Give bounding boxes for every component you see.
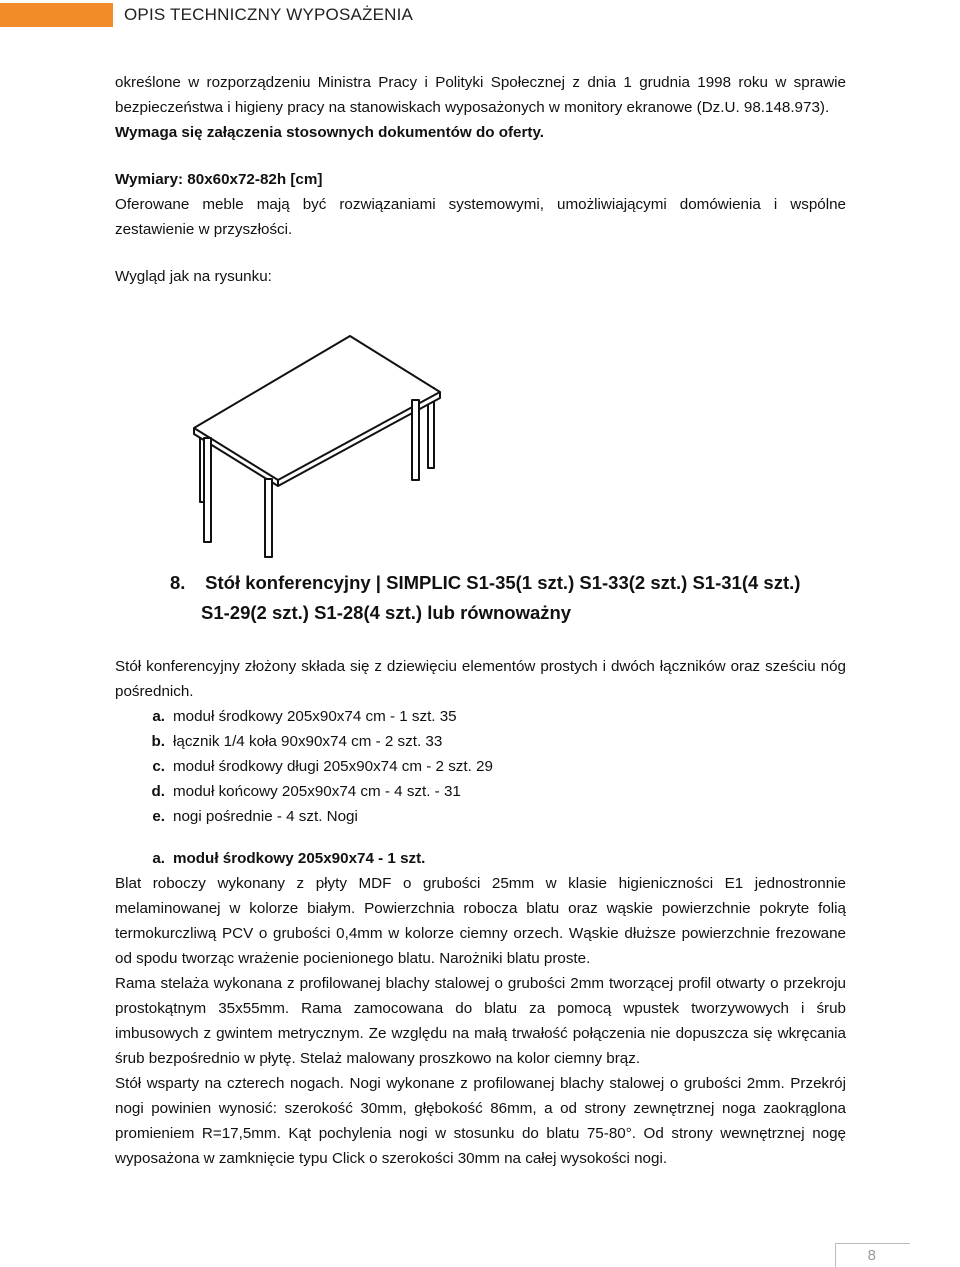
page-number-box xyxy=(835,1243,910,1267)
list-item: e. nogi pośrednie - 4 szt. Nogi xyxy=(152,808,358,825)
legs-description: Stół wsparty na czterech nogach. Nogi wykonane z profilowanej blachy stalowej o grubości 2mm. Przekrój nogi powinien wynosić: szerokość 30mm, głębokość 86mm, a od strony zewnętrznej noga zaokrąglona promieniem R=17,5mm. Kąt pochylenia nogi w stosunku do blatu 75-80°. Od strony wewnętrznej nogę wyposażona w zamknięcie typu Click o szerokości 30mm na całej wysokości nogi. xyxy=(115,1075,846,1167)
section-8-heading xyxy=(170,568,860,628)
dimensions: Wymiary: 80x60x72-82h [cm] xyxy=(115,171,323,188)
list-item: c. moduł środkowy długi 205x90x74 cm - 2 szt. 29 xyxy=(152,758,493,775)
documents-requirement: Wymaga się załączenia stosownych dokumentów do oferty. xyxy=(115,124,545,141)
components-list xyxy=(115,704,846,829)
tabletop-description: Blat roboczy wykonany z płyty MDF o grubości 25mm w klasie higieniczności E1 jednostronnie melaminowanej w kolorze białym. Powierzchnia robocza blatu oraz wąskie powierzchnie pokryte folią termokurczliwą PCV o grubości 0,4mm w kolorze ciemny orzech. Wąskie dłuższe powierzchnie frezowane od spodu tworząc wrażenie pocienionego blatu. Narożniki blatu proste. xyxy=(115,875,846,967)
section-number: 8. xyxy=(170,572,186,593)
desk-drawing-icon xyxy=(190,332,450,562)
page-header xyxy=(0,0,960,30)
list-item: d. moduł końcowy 205x90x74 cm - 4 szt. - 31 xyxy=(151,783,461,800)
header-accent-bar xyxy=(0,3,113,27)
page-number: 8 xyxy=(867,1247,876,1264)
section-title-line2: S1-29(2 szt.) S1-28(4 szt.) lub równoważny xyxy=(201,602,572,623)
list-item: b. łącznik 1/4 koła 90x90x74 cm - 2 szt. 33 xyxy=(151,733,443,750)
intro-paragraph: określone w rozporządzeniu Ministra Pracy i Polityki Społecznej z dnia 1 grudnia 1998 roku w sprawie bezpieczeństwa i higieny pracy na stanowiskach wyposażonych w monitory ekranowe (Dz.U. 98.148.973). xyxy=(115,74,846,116)
section-8-body xyxy=(115,654,846,1171)
list-item: a. moduł środkowy 205x90x74 cm - 1 szt. 35 xyxy=(152,708,457,725)
section-title-line1: Stół konferencyjny | SIMPLIC S1-35(1 szt.) S1-33(2 szt.) S1-31(4 szt.) xyxy=(205,572,801,593)
header-title: OPIS TECHNICZNY WYPOSAŻENIA xyxy=(124,5,414,24)
frame-description: Rama stelaża wykonana z profilowanej blachy stalowej o grubości 2mm tworzącej profil otwarty o przekroju prostokątnym 35x55mm. Rama zamocowana do blatu za pomocą wpustek tworzywowych i śrub imbusowych z gwintem metrycznym. Ze względu na małą trwałość połączenia nie dopuszcza się wkręcania śrub bezpośrednio w płytę. Stelaż malowany proszkowo na kolor ciemny brąz. xyxy=(115,975,846,1067)
system-furniture-note: Oferowane meble mają być rozwiązaniami systemowymi, umożliwiającymi domówienia i wspólne zestawienie w przyszłości. xyxy=(115,196,846,238)
figure-caption: Wygląd jak na rysunku: xyxy=(115,268,272,285)
lead-paragraph: Stół konferencyjny złożony składa się z dziewięciu elementów prostych i dwóch łączników oraz sześciu nóg pośrednich. xyxy=(115,658,846,700)
intro-section xyxy=(115,70,846,289)
subsection-a-heading: a. moduł środkowy 205x90x74 - 1 szt. xyxy=(152,850,426,867)
